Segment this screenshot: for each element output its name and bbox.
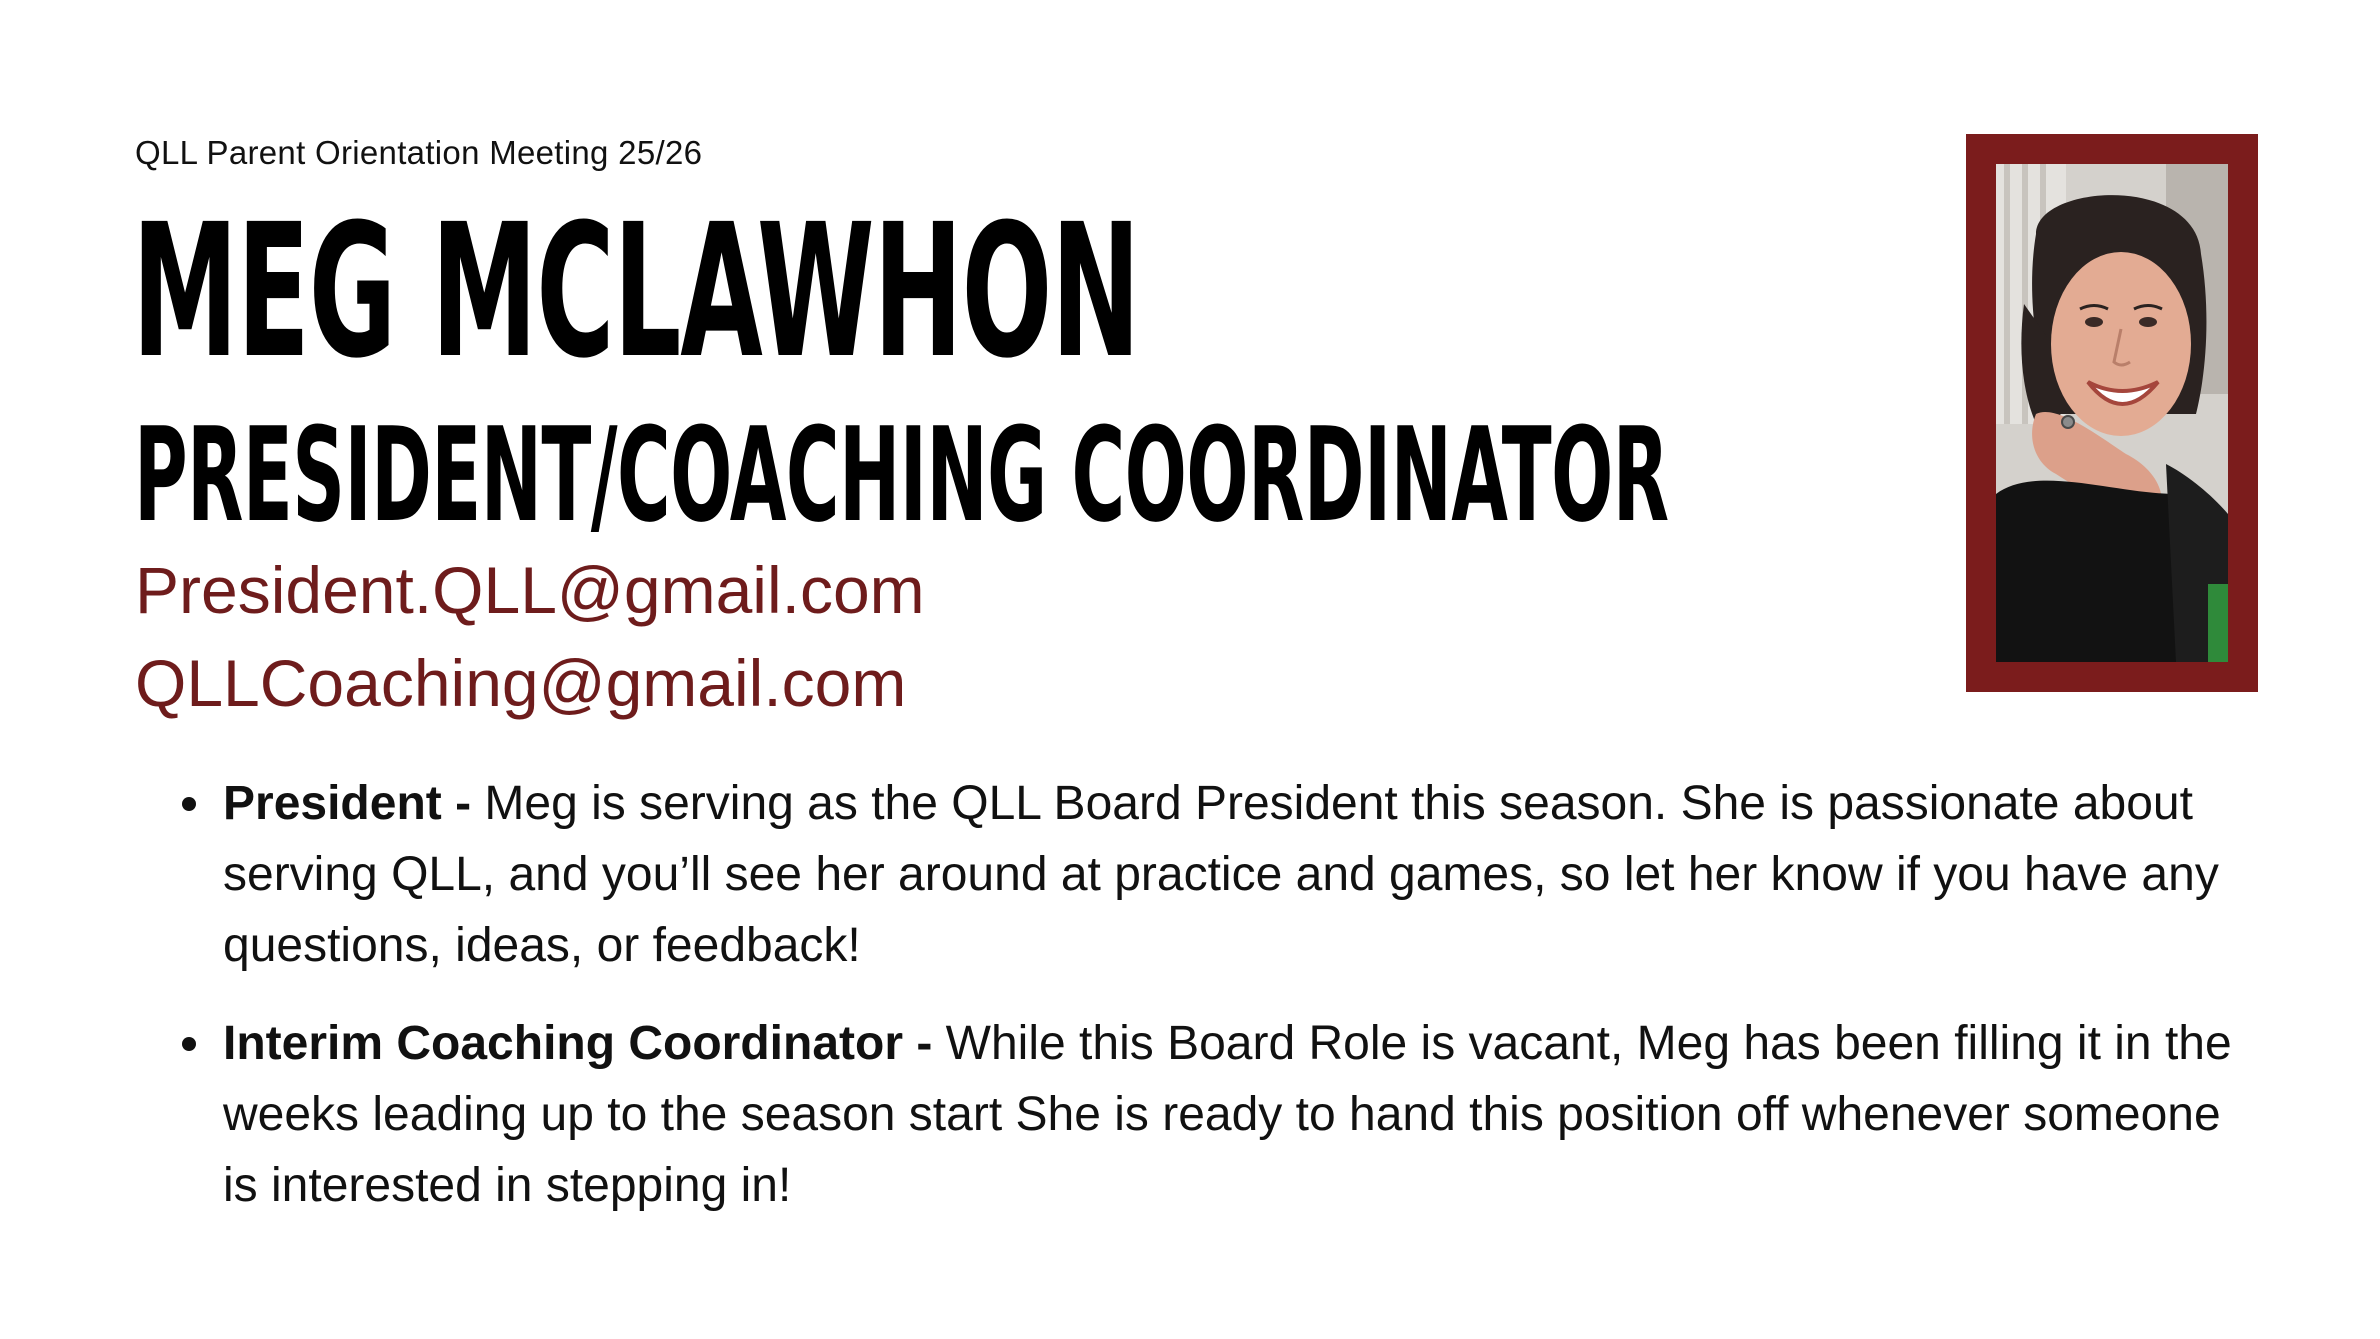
meeting-title: QLL Parent Orientation Meeting 25/26 xyxy=(135,134,703,171)
bullet-dot-icon xyxy=(182,1037,196,1051)
person-role: PRESIDENT/COACHING COORDINATOR xyxy=(134,399,1669,551)
president-email-link[interactable]: President.QLL@gmail.com xyxy=(135,553,925,627)
bullet-title: Interim Coaching Coordinator - xyxy=(223,1017,933,1070)
person-name: MEG MCLAWHON xyxy=(132,185,1140,399)
portrait-photo xyxy=(1996,164,2228,662)
role-description-list xyxy=(176,768,2256,1248)
bullet-title: President - xyxy=(223,777,472,830)
bullet-coaching-coordinator xyxy=(176,1008,2256,1221)
bullet-text: Meg is serving as the QLL Board President this season. She is passionate about serving QLL, and you’ll see her around at practice and games, so let her know if you have any questions, ideas, or feedback! xyxy=(223,777,2219,972)
portrait-frame xyxy=(1966,134,2258,692)
coaching-email-link[interactable]: QLLCoaching@gmail.com xyxy=(135,646,907,720)
bullet-president xyxy=(176,768,2256,981)
bullet-dot-icon xyxy=(182,797,196,811)
bullet-text: While this Board Role is vacant, Meg has been filling it in the weeks leading up to the season start She is ready to hand this position off whenever someone is interested in stepping in! xyxy=(223,1017,2232,1212)
portrait-image xyxy=(1996,164,2228,662)
